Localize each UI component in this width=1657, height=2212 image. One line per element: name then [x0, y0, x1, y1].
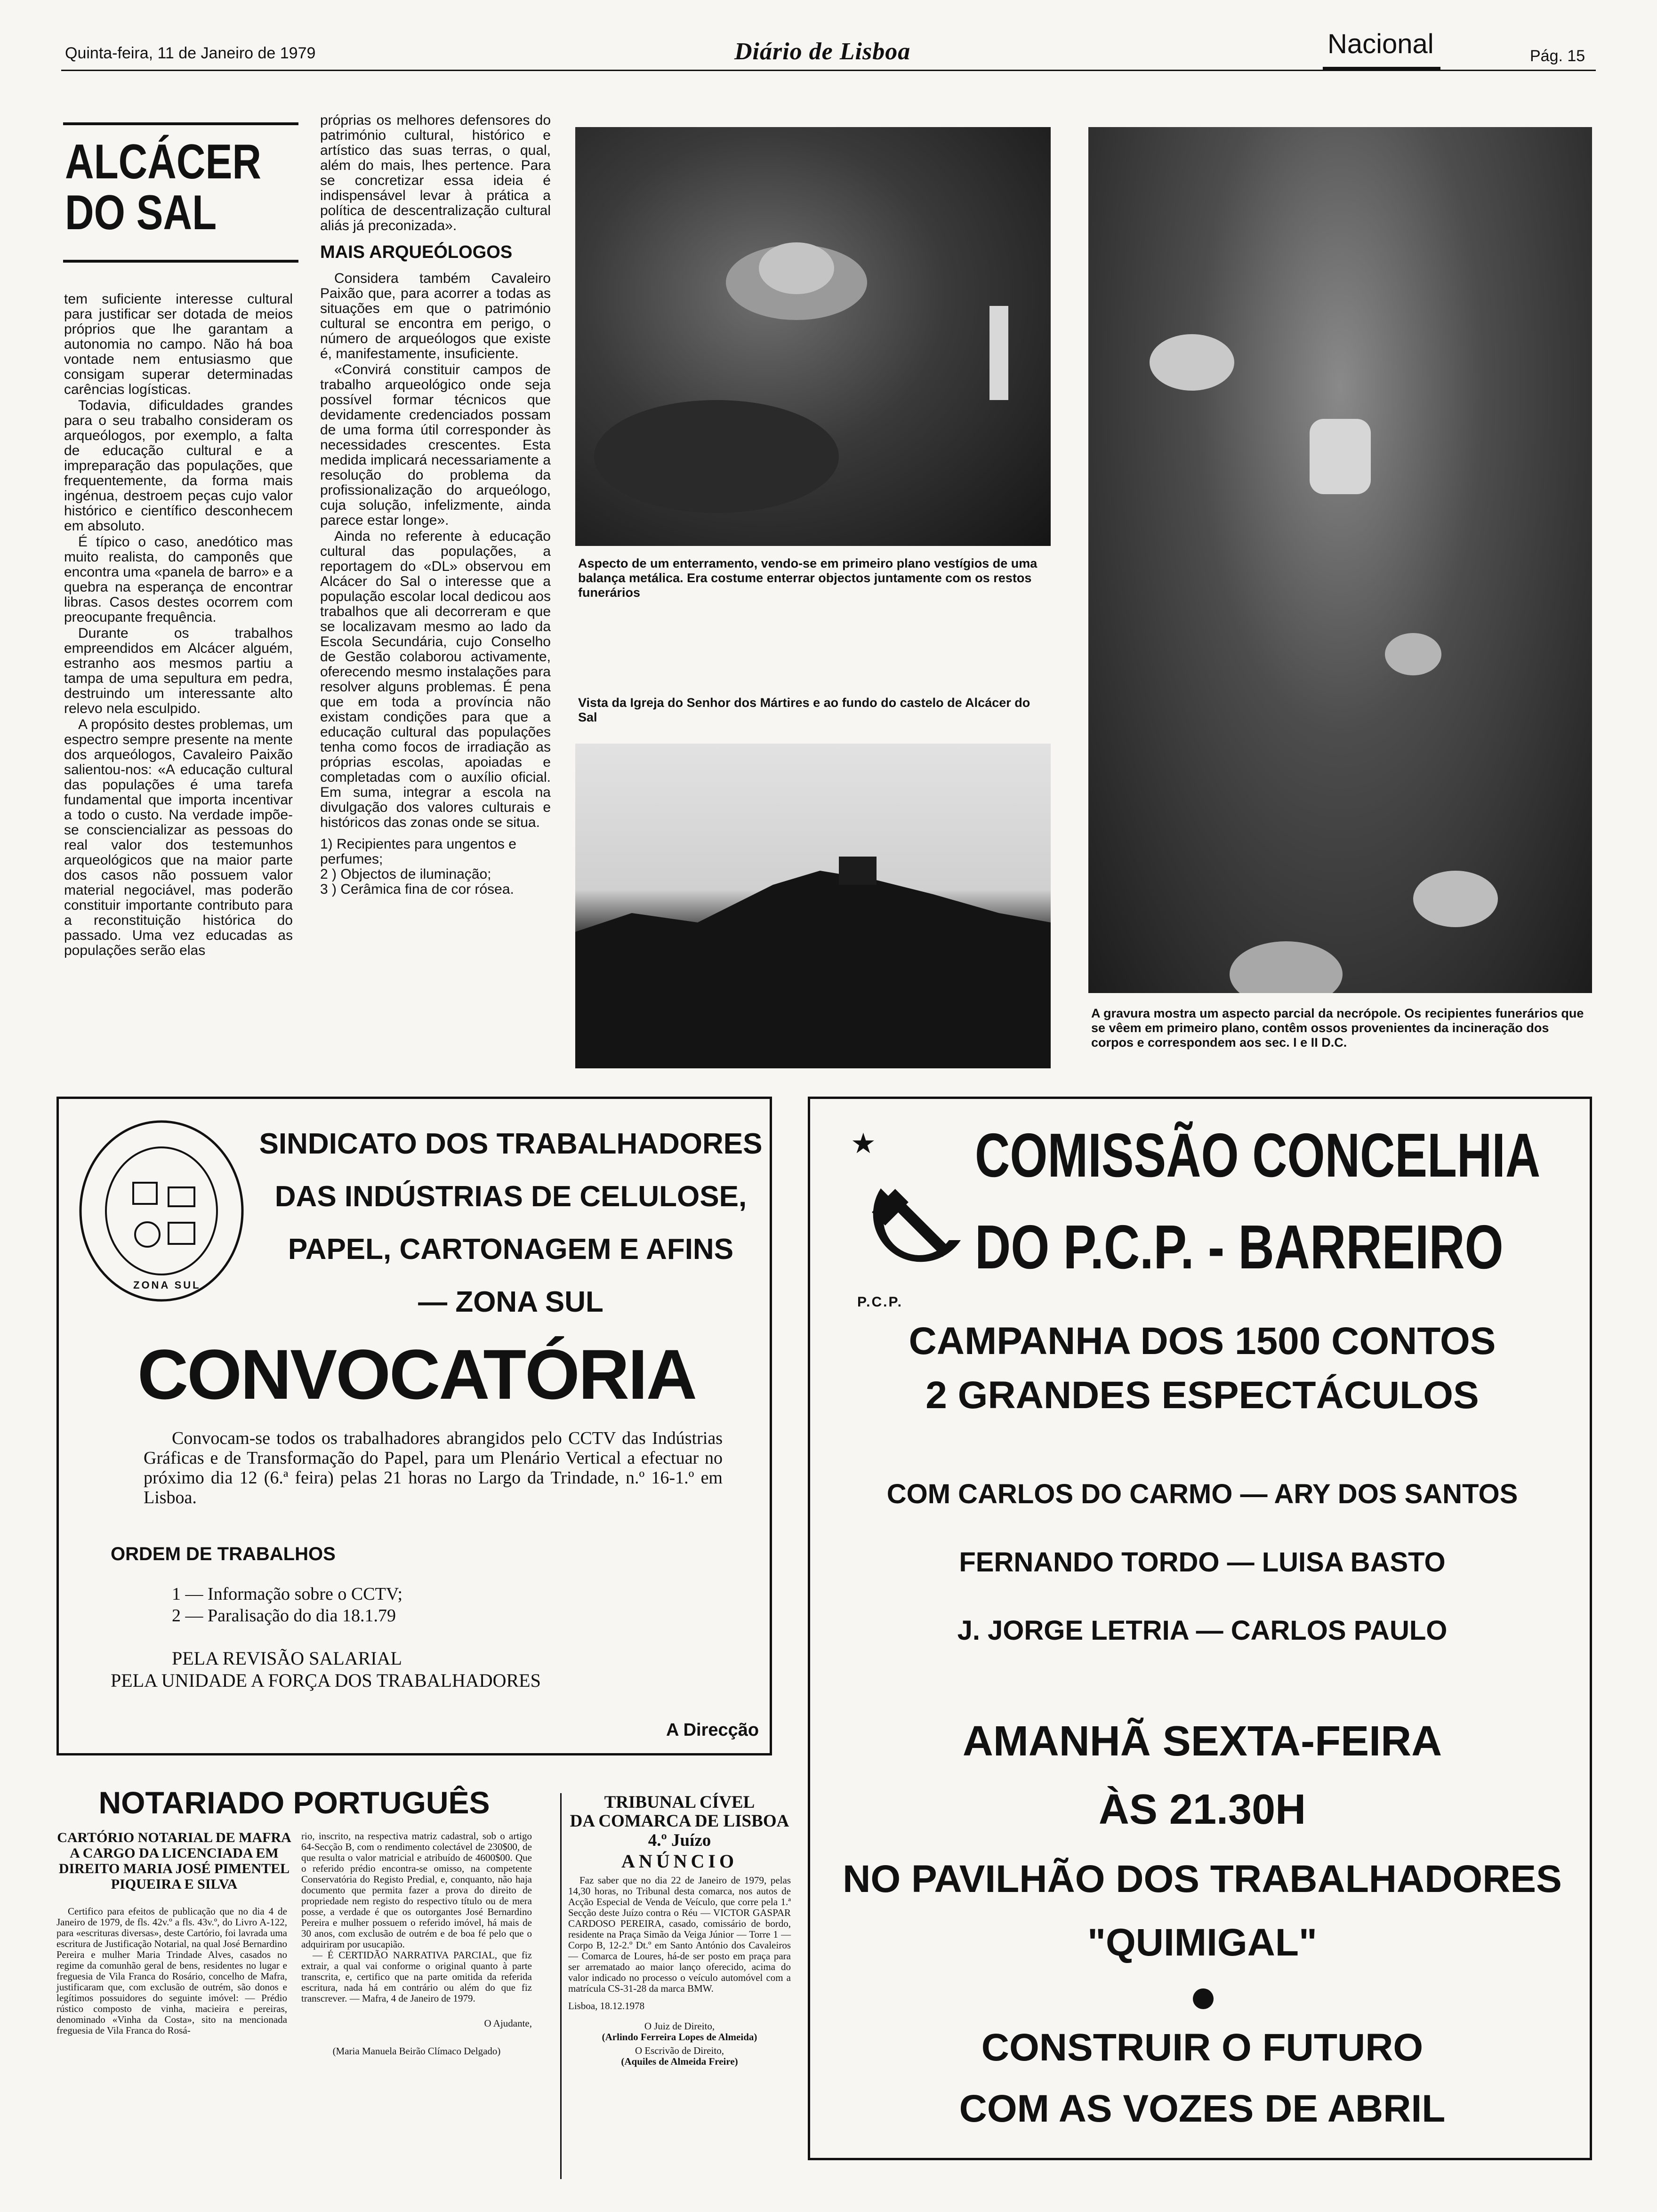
tribunal-date: Lisboa, 18.12.1978: [568, 2000, 645, 2012]
article-paragraph: A propósito destes problemas, um espectro sempre presente na mente dos arqueólogos, Cavaleiro Paixão salientou-nos: «A educação cultural das populações é uma tarefa fundamental que importa incentivar a todo o custo. Na verdade impõe-se consciencializar as pessoas do real valor dos testemunhos arqueológicos que na maior parte dos casos não possuem valor material negociável, mas poderão constituir importante contributo para a reconstituição histórica do passado. Uma vez educadas as populações serão elas: [64, 717, 293, 958]
pcp-artists-1: COM CARLOS DO CARMO — ARY DOS SANTOS: [886, 1479, 1518, 1509]
convocatoria-headline: CONVOCATÓRIA: [137, 1335, 696, 1414]
ordem-title: ORDEM DE TRABALHOS: [111, 1544, 336, 1564]
pcp-slogan-2: COM AS VOZES DE ABRIL: [959, 2087, 1446, 2130]
notariado-text: — É CERTIDÃO NARRATIVA PARCIAL, que fiz extrair, a qual vai conforme o original quanto à parte transcrita, e, certifico que na parte omitida da referida escritura, nada há em contrário ou além do que fiz transcrever. — Mafra, 4 de Janeiro de 1979.: [301, 1949, 532, 2004]
notariado-text: rio, inscrito, na respectiva matriz cadastral, sob o artigo 64-Secção B, com o rendimento colectável de 230$00, de que resulta o valor matricial e atribuído de 4600$00. Que o referido prédio encontra-se omisso, na competente Conservatória do Registo Predial, e, conquanto, não haja documento que permita fazer a prova do direito de propriedade nem registo do respectivo título ou de mera posse, a verdade é que os outorgantes José Bernardino Pereira e mulher possuem o referido imóvel, há mais de 30 anos, com exclusão de outrém e de boa fé pelo que o adquiriram por usucapião.: [301, 1830, 532, 1950]
notariado-sig-name: (Maria Manuela Beirão Clímaco Delgado): [332, 2045, 501, 2057]
pcp-title-1: COMISSÃO CONCELHIA: [975, 1121, 1541, 1190]
convocatoria-body: Convocam-se todos os trabalhadores abrangidos pelo CCTV das Indústrias Gráficas e de Transformação do Papel, para um Plenário Vertical a efectuar no próximo dia 12 (6.ª feira) pelas 21 horas no Largo da Trindade, n.º 16-1.º em Lisboa.: [144, 1428, 723, 1507]
article-column-1: [64, 292, 293, 1068]
article-paragraph: tem suficiente interesse cultural para justificar ser dotada de meios próprios que lhe garantam a autonomia no campo. Não há boa vontade nem entusiasmo que consigam superar determinadas carências logísticas.: [64, 292, 293, 397]
pcp-campanha: CAMPANHA DOS 1500 CONTOS: [909, 1320, 1496, 1362]
article-paragraph: Durante os trabalhos empreendidos em Alcácer alguém, estranho aos mesmos partiu a tampa de uma sepultura em pedra, destruindo um interessante alto relevo nela esculpido.: [64, 625, 293, 716]
sindicato-line1: SINDICATO DOS TRABALHADORES: [259, 1128, 763, 1160]
photo-necropolis: [1088, 127, 1592, 993]
pcp-title-2: DO P.C.P. - BARREIRO: [975, 1212, 1504, 1282]
tribunal-judge-name: (Arlindo Ferreira Lopes de Almeida): [602, 2031, 757, 2043]
masthead: Diário de Lisboa: [734, 38, 911, 65]
notariado-subtitle: CARTÓRIO NOTARIAL DE MAFRA A CARGO DA LICENCIADA EM DIREITO MARIA JOSÉ PIMENTEL PIQUEIRA E SILVA: [57, 1830, 291, 1892]
pcp-slogan-1: CONSTRUIR O FUTURO: [981, 2026, 1424, 2069]
article-paragraph: Ainda no referente à educação cultural das populações, a reportagem do «DL» observou em Alcácer do Sal o interesse que a população escolar local dedicou aos trabalhos que ali decorreram e que se localizavam mesmo ao lado da Escola Secundária, cujo Conselho de Gestão colaborou activamente, oferecendo mesmo instalações para resolver alguns problemas. É pena que em toda a província não existam condições para que a educação cultural das populações tenha como focos de irradiação as próprias escolas, apoiadas e completadas com o auxílio oficial. Em suma, integrar a escola na divulgação dos valores culturais e históricos das zonas onde se situa.: [320, 529, 551, 830]
pcp-date-2: ÀS 21.30H: [1098, 1786, 1306, 1833]
sindicato-line4: — ZONA SUL: [418, 1286, 603, 1318]
slogan-1: PELA REVISÃO SALARIAL: [172, 1648, 402, 1669]
title-rule-bottom: [63, 260, 298, 263]
sindicato-signature: A Direcção: [666, 1720, 759, 1740]
sindicato-seal: [77, 1117, 246, 1305]
tribunal-body: Faz saber que no dia 22 de Janeiro de 1979, pelas 14,30 horas, no Tribunal desta comarca, nos autos de Acção Especial de Venda de Veículo, que corre pela 1.ª Secção deste Juízo contra o Réu — VICTOR GASPAR CARDOSO PEREIRA, casado, comissário de bordo, residente na Praça Simão da Veiga Júnior — Torre 1 — Corpo B, 12-2.º Dt.º em Santo António dos Cavaleiros — Comarca de Loures, há-de ser posto em praça para ser arrematado ao maior lanço oferecido, acima do valor indicado no processo o veículo automóvel com a matrícula CS-31-28 da marca BMW.: [568, 1875, 791, 1994]
ad-sindicato: [56, 1097, 772, 1755]
pcp-artists-3: J. JORGE LETRIA — CARLOS PAULO: [957, 1615, 1448, 1646]
notariado-notice: [56, 1784, 532, 2184]
article-paragraph: próprias os melhores defensores do património cultural, histórico e artístico das suas terras, o qual, além do mais, lhes pertence. Para se concretizar essa ideia é indispensável levar à prática a política de descentralização cultural aliás já preconizada».: [320, 113, 551, 233]
notariado-column-1: Certifico para efeitos de publicação que no dia 4 de Janeiro de 1979, de fls. 42v.º a fls. 43v.º, do Livro A-122, para «escrituras diversas», deste Cartório, foi lavrada uma escritura de Justificação Notarial, na qual José Bernardino Pereira e mulher Maria Trindade Alves, casados no regime da comunhão geral de bens, residentes no lugar e freguesia de Vila Franca do Rosário, concelho de Mafra, justificaram que, com exclusão de outrém, são donos e legítimos possuidores do seguinte imóvel: — Prédio rústico composto de vinha, macieira e pereiras, denominado «Vinha da Costa», sito na mencionada freguesia de Vila Franca do Rosá-: [56, 1906, 287, 2036]
photo-caption-1: Aspecto de um enterramento, vendo-se em primeiro plano vestígios de uma balança metálica. Era costume enterrar objectos juntamente com os restos funerários: [578, 556, 1038, 600]
pcp-venue-1: NO PAVILHÃO DOS TRABALHADORES: [843, 1858, 1562, 1900]
tribunal-anuncio: ANÚNCIO: [621, 1851, 738, 1872]
pcp-date-1: AMANHÃ SEXTA-FEIRA: [962, 1718, 1442, 1765]
article-paragraph: É típico o caso, anedótico mas muito realista, do camponês que encontra uma «panela de barro» e a quebra na esperança de encontrar libras. Casos destes ocorrem com preocupante frequência.: [64, 534, 293, 625]
tribunal-clerk-role: O Escrivão de Direito,: [635, 2045, 724, 2056]
article-paragraph: Todavia, dificuldades grandes para o seu trabalho consideram os arqueólogos, por exemplo, a falta de educação cultural e a impreparação das populações, que frequentemente, da forma mais ingénua, destroem peças cujo valor histórico e científico desconhecem em absoluto.: [64, 398, 293, 534]
notariado-column-2: [301, 1831, 532, 2057]
photo-burial-art: [575, 127, 1051, 546]
pcp-venue-2: "QUIMIGAL": [1087, 1921, 1317, 1964]
sindicato-seal-zone: ZONA SUL: [133, 1279, 201, 1291]
notariado-sig-role: O Ajudante,: [484, 2018, 532, 2029]
pcp-star-icon: ★: [851, 1128, 876, 1159]
article-title: [65, 136, 261, 238]
article-paragraph: Considera também Cavaleiro Paixão que, para acorrer a todas as situações em que o património cultural se encontra em perigo, o número de arqueólogos que existe é, manifestamente, insuficiente.: [320, 271, 551, 361]
header-rule: [61, 70, 1596, 71]
ad-pcp: [808, 1097, 1592, 2160]
photo-caption-3: A gravura mostra um aspecto parcial da necrópole. Os recipientes funerários que se vêem em primeiro plano, contêm ossos provenientes da incineração dos corpos e correspondem aos sec. I e II D.C.: [1091, 1006, 1584, 1050]
page-number: Pág. 15: [1530, 47, 1585, 65]
tribunal-title-2: DA COMARCA DE LISBOA: [570, 1811, 789, 1831]
pcp-artists-2: FERNANDO TORDO — LUISA BASTO: [959, 1547, 1446, 1578]
tribunal-clerk-name: (Aquiles de Almeida Freire): [621, 2056, 738, 2067]
pcp-logo-label: P.C.P.: [857, 1294, 903, 1310]
tribunal-juizo: 4.º Juízo: [648, 1831, 711, 1850]
article-column-2: [320, 113, 551, 1068]
ordem-item-2: 2 — Paralisação do dia 18.1.79: [172, 1606, 396, 1626]
pcp-espectaculos: 2 GRANDES ESPECTÁCULOS: [925, 1374, 1479, 1417]
photo-burial: [575, 127, 1051, 546]
sindicato-line3: PAPEL, CARTONAGEM E AFINS: [288, 1233, 734, 1266]
slogan-2: PELA UNIDADE A FORÇA DOS TRABALHADORES: [111, 1670, 541, 1691]
photo-church-art: [575, 744, 1051, 1068]
title-rule-top: [63, 122, 298, 125]
tribunal-title-1: TRIBUNAL CÍVEL: [604, 1793, 755, 1812]
footnote: 1) Recipientes para ungentos e perfumes;: [320, 836, 516, 867]
sindicato-heading: [257, 1118, 765, 1329]
photo-necropolis-art: [1088, 127, 1592, 993]
article-title-line2: DO SAL: [65, 185, 217, 240]
header-date: Quinta-feira, 11 de Janeiro de 1979: [65, 44, 316, 62]
section-name: Nacional: [1327, 29, 1434, 59]
photo-church: [575, 744, 1051, 1068]
bullet-dot-icon: [1193, 1988, 1214, 2009]
sindicato-seal-icon: [77, 1117, 246, 1305]
footnote: 2 ) Objectos de iluminação;: [320, 866, 491, 882]
tribunal-judge-role: O Juiz de Direito,: [644, 2020, 715, 2032]
hammer-sickle-icon: [853, 1170, 975, 1292]
photo-caption-2: Vista da Igreja do Senhor dos Mártires e ao fundo do castelo de Alcácer do Sal: [578, 696, 1030, 724]
article-paragraph: «Convirá constituir campos de trabalho arqueológico onde seja possível formar técnicos que devidamente credenciados possam de uma forma útil corresponder às necessidades crescentes. Esta medida implicará necessariamente a resolução do problema da profissionalização do arqueólogo, cuja solução, infelizmente, ainda parece estar longe».: [320, 362, 551, 528]
notariado-title: NOTARIADO PORTUGUÊS: [98, 1785, 490, 1820]
tribunal-notice: [560, 1793, 791, 2179]
article-subhead: MAIS ARQUEÓLOGOS: [320, 242, 513, 262]
ordem-item-1: 1 — Informação sobre o CCTV;: [172, 1584, 403, 1604]
footnote: 3 ) Cerâmica fina de cor rósea.: [320, 882, 514, 897]
sindicato-line2: DAS INDÚSTRIAS DE CELULOSE,: [274, 1180, 747, 1213]
article-title-line1: ALCÁCER: [65, 135, 261, 189]
page-header: [0, 0, 1657, 75]
